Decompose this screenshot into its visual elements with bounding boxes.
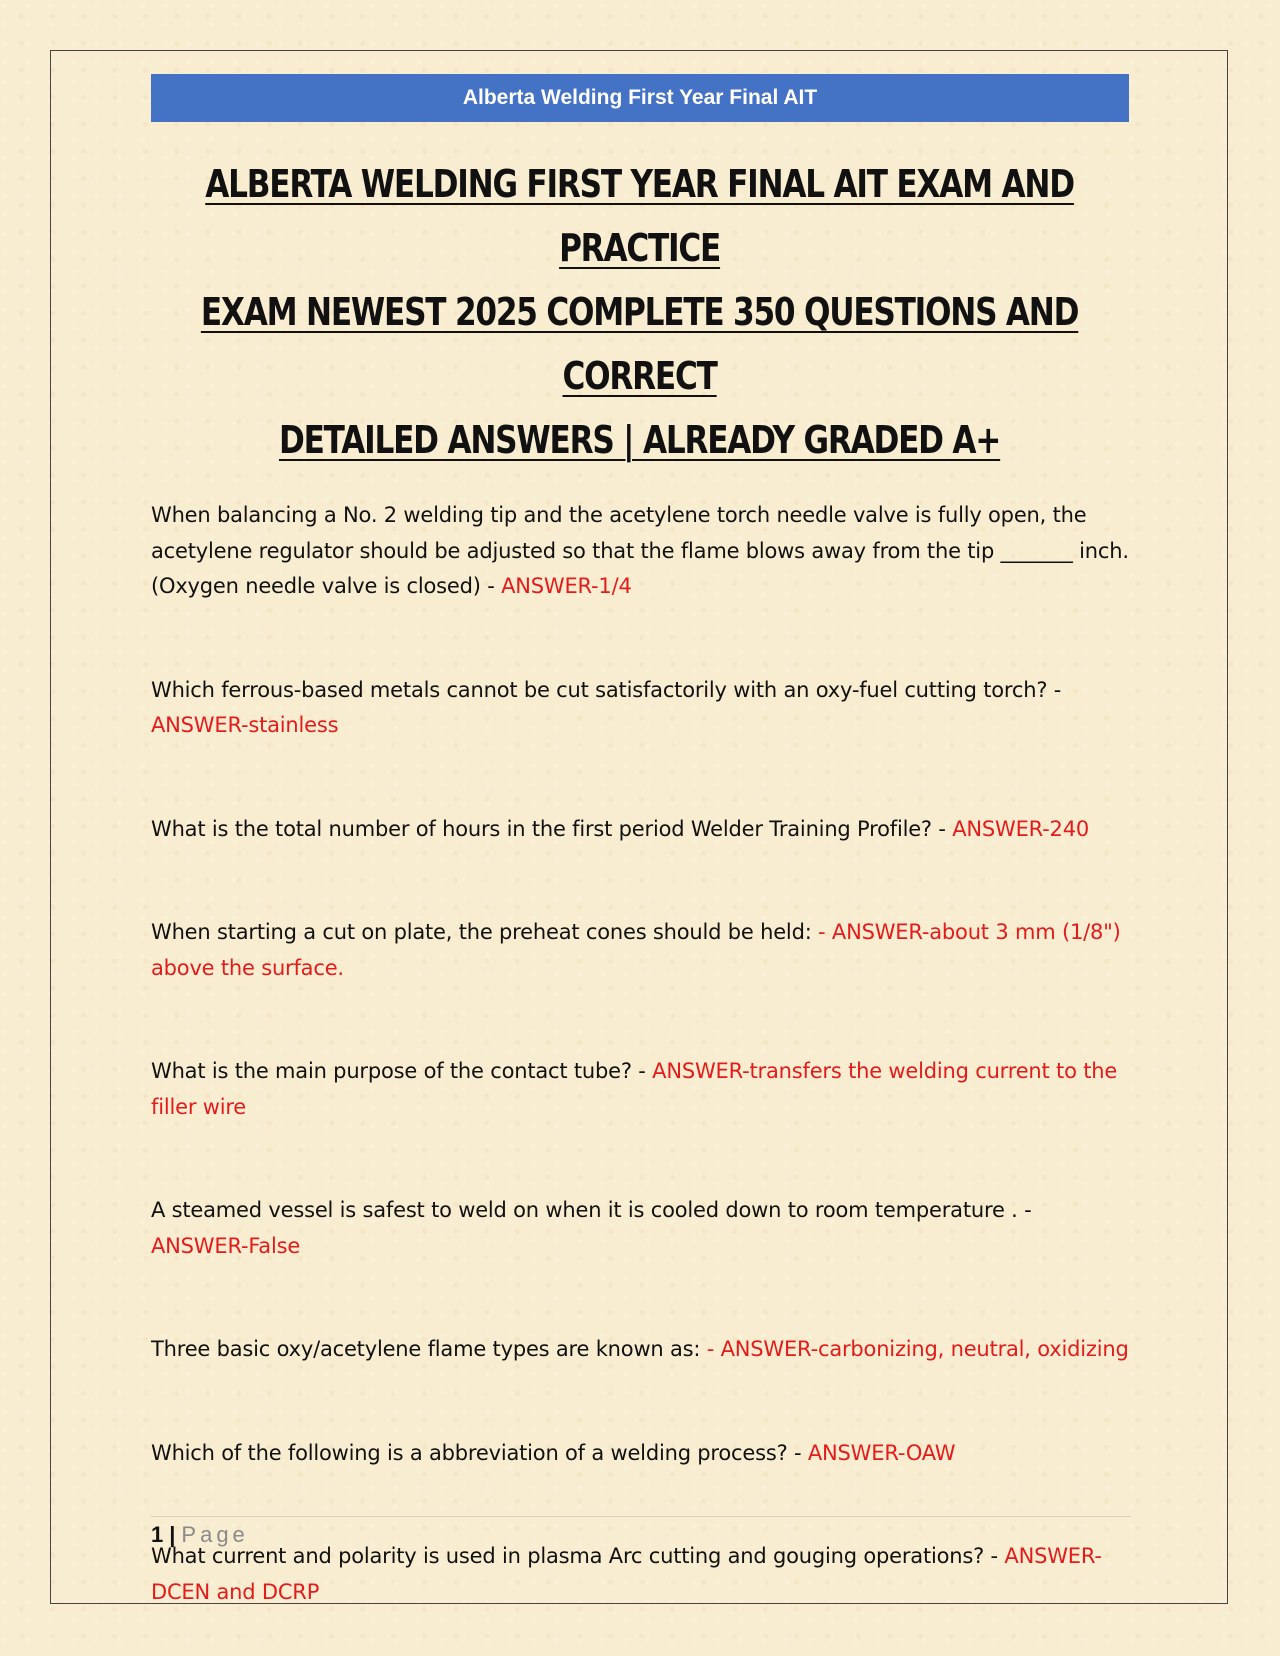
qa-item — [151, 915, 1129, 986]
title-line: EXAM NEWEST 2025 COMPLETE 350 QUESTIONS AND CORRECT — [201, 290, 1079, 398]
page-separator: | — [169, 1522, 176, 1547]
question-text: Which ferrous-based metals cannot be cut satisfactorily with an oxy-fuel cutting torch? - — [151, 677, 1062, 702]
answer-text: - ANSWER-carbonizing, neutral, oxidizing — [706, 1337, 1129, 1361]
question-text: Three basic oxy/acetylene flame types are known as: — [151, 1337, 707, 1361]
qa-item — [151, 1436, 1129, 1472]
answer-text: ANSWER-DCEN and DCRP — [151, 1544, 1102, 1604]
question-text: Which of the following is a abbreviation of a welding process? - — [151, 1440, 808, 1465]
answer-text: ANSWER-stainless — [151, 713, 339, 737]
qa-item — [151, 812, 1129, 848]
page-number: 1 — [151, 1522, 164, 1547]
page-footer — [151, 1522, 249, 1548]
qa-item — [151, 1054, 1129, 1125]
qa-item — [151, 1332, 1129, 1368]
question-text: When starting a cut on plate, the preheat cones should be held: — [151, 920, 819, 944]
question-text: When balancing a No. 2 welding tip and the acetylene torch needle valve is fully open, the acetylene regulator should be adjusted so that the flame blows away from the tip _______ inch. (Oxygen needle valve is closed) - — [151, 503, 1129, 598]
document-title — [151, 152, 1129, 472]
answer-text: ANSWER-False — [151, 1233, 301, 1258]
title-line: DETAILED ANSWERS | ALREADY GRADED A+ — [279, 418, 1001, 462]
question-text: What current and polarity is used in plasma Arc cutting and gouging operations? - — [151, 1544, 1005, 1568]
question-text: What is the total number of hours in the first period Welder Training Profile? - — [151, 816, 953, 841]
header-banner: Alberta Welding First Year Final AIT — [151, 74, 1129, 122]
question-text: What is the main purpose of the contact tube? - — [151, 1059, 653, 1083]
answer-text: ANSWER-1/4 — [501, 574, 632, 598]
page-label: Page — [181, 1522, 249, 1547]
title-line: ALBERTA WELDING FIRST YEAR FINAL AIT EXAM AND PRACTICE — [205, 162, 1075, 270]
footer-divider — [151, 1516, 1131, 1517]
question-text: A steamed vessel is safest to weld on when it is cooled down to room temperature . - — [151, 1198, 1032, 1222]
qa-item — [151, 1539, 1129, 1610]
answer-text: ANSWER-OAW — [807, 1440, 956, 1465]
page-content — [151, 74, 1129, 1610]
answer-text: ANSWER-240 — [952, 816, 1090, 841]
qa-item — [151, 1193, 1129, 1264]
answer-text: - ANSWER-about 3 mm (1/8") above the surface. — [151, 920, 1121, 980]
answer-text: ANSWER-transfers the welding current to the filler wire — [151, 1059, 1118, 1119]
qa-item — [151, 673, 1129, 744]
qa-item — [151, 498, 1129, 605]
